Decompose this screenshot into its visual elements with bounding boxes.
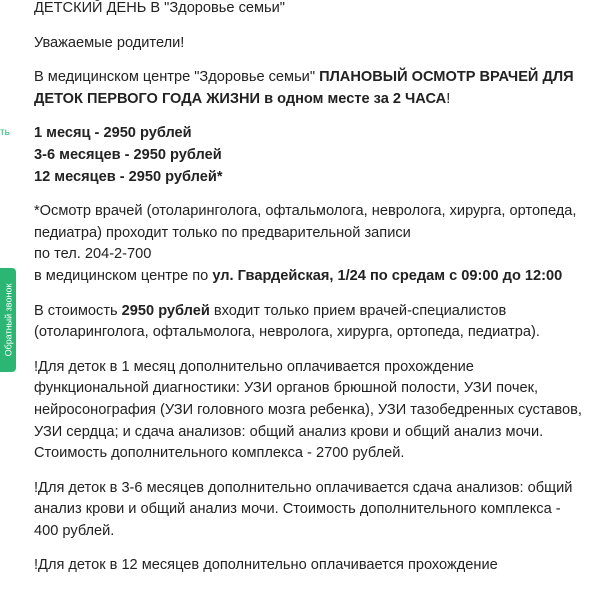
note-address-prefix: в медицинском центре по [34,267,213,284]
article-body [34,0,582,577]
cost-paragraph [34,301,582,344]
note-doctors: *Осмотр врачей (отоларинголога, офтальмолога, невролога, хирурга, ортопеда, педиатра) проходит только по предварительной записи [34,203,577,241]
price-12-months: 12 месяцев - 2950 рублей* [34,168,223,185]
appointment-note [34,201,582,287]
extra-12-months: !Для деток в 12 месяцев дополнительно оплачивается прохождение [34,557,498,574]
greeting: Уважаемые родители! [34,34,185,51]
cost-amount: 2950 рублей [121,302,210,319]
extra-3-6-months: !Для деток в 3-6 месяцев дополнительно оплачивается сдача анализов: общий анализ крови и общий анализ мочи. Стоимость дополнительного комплекса - 400 рублей. [34,479,573,539]
article-title: ДЕТСКИЙ ДЕНЬ В "Здоровье семьи" [34,0,285,16]
note-phone: по тел. 204-2-700 [34,246,152,263]
callback-label: Обратный звонок [3,283,14,357]
callback-button[interactable] [0,268,16,372]
cost-suffix: входит только прием врачей-специалистов (отоларинголога, офтальмолога, невролога, хирурга, ортопеда, педиатра). [34,302,540,341]
intro-suffix: ! [446,90,451,107]
intro-prefix: В медицинском центре "Здоровье семьи" [34,69,320,86]
side-link-fragment[interactable]: ть [0,127,10,138]
extra-1-month: !Для деток в 1 месяц дополнительно оплачивается прохождение функциональной диагностики: УЗИ органов брюшной полости, УЗИ почек, нейросонография (УЗИ головного мозга ребенка), УЗИ тазобедренных суставов, УЗИ сердца; и сдача анализов: общий анализ крови и общий анализ мочи. Стоимость дополнительного комплекса - 2700 рублей. [34,358,582,462]
intro-paragraph [34,67,582,110]
price-list [34,123,582,188]
cost-prefix: В стоимость [34,302,122,319]
intro-highlight: ПЛАНОВЫЙ ОСМОТР ВРАЧЕЙ ДЛЯ ДЕТОК ПЕРВОГО ГОДА ЖИЗНИ в одном месте за 2 ЧАСА [34,69,574,107]
note-address: ул. Гвардейская, 1/24 по средам с 09:00 до 12:00 [212,267,563,284]
price-1-month: 1 месяц - 2950 рублей [34,125,192,142]
price-3-6-months: 3-6 месяцев - 2950 рублей [34,146,222,163]
